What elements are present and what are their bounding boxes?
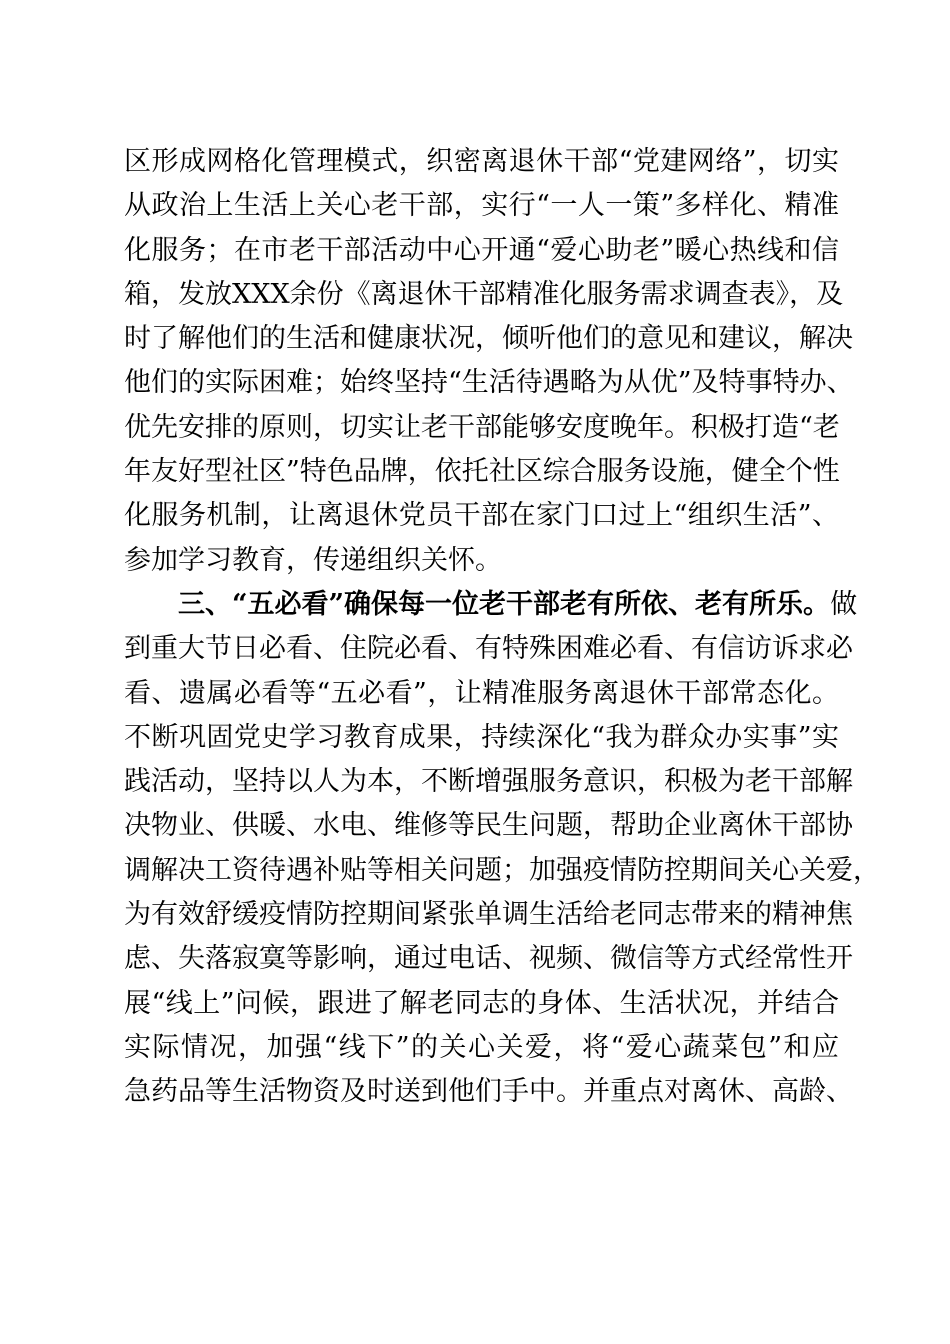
paragraph-line: 年友好型社区”特色品牌，依托社区综合服务设施，健全个性 — [124, 456, 840, 488]
heading-line-rest: 做 — [830, 588, 858, 620]
paragraph-line: 实际情况，加强“线下”的关心关爱，将“爱心蔬菜包”和应 — [124, 1031, 839, 1063]
paragraph-line: 化服务；在市老干部活动中心开通“爱心助老”暖心热线和信 — [124, 234, 839, 266]
section-heading-line — [124, 583, 858, 627]
paragraph-line: 他们的实际困难；始终坚持“生活待遇略为从优”及特事特办、 — [124, 367, 854, 399]
paragraph-line: 箱，发放XXX余份《离退休干部精准化服务需求调查表》，及 — [124, 278, 844, 310]
document-body — [124, 140, 880, 1115]
paragraph-line: 调解决工资待遇补贴等相关问题；加强疫情防控期间关心关爱， — [124, 854, 880, 886]
paragraph-line: 虑、失落寂寞等影响，通过电话、视频、微信等方式经常性开 — [124, 943, 853, 975]
paragraph-line: 时了解他们的生活和健康状况，倾听他们的意见和建议，解决 — [124, 323, 853, 355]
paragraph-line: 急药品等生活物资及时送到他们手中。并重点对离休、高龄、 — [124, 1076, 853, 1108]
paragraph-line: 不断巩固党史学习教育成果，持续深化“我为群众办实事”实 — [124, 721, 839, 753]
paragraph-line: 从政治上生活上关心老干部，实行“一人一策”多样化、精准 — [124, 190, 839, 222]
paragraph-line: 优先安排的原则，切实让老干部能够安度晚年。积极打造“老 — [124, 411, 840, 443]
section-heading: 三、“五必看”确保每一位老干部老有所依、老有所乐。 — [178, 588, 831, 620]
paragraph-line: 为有效舒缓疫情防控期间紧张单调生活给老同志带来的精神焦 — [124, 899, 853, 931]
paragraph-line: 展“线上”问候，跟进了解老同志的身体、生活状况，并结合 — [124, 987, 839, 1019]
paragraph-line: 区形成网格化管理模式，织密离退休干部“党建网络”，切实 — [124, 146, 839, 177]
paragraph-line: 化服务机制，让离退休党员干部在家门口过上“组织生活”、 — [124, 500, 839, 532]
paragraph-2 — [124, 583, 880, 1115]
paragraph-line: 决物业、供暖、水电、维修等民生问题，帮助企业离休干部协 — [124, 810, 853, 842]
paragraph-line: 到重大节日必看、住院必看、有特殊困难必看、有信访诉求必 — [124, 633, 853, 665]
paragraph-last-line: 参加学习教育，传递组织关怀。 — [124, 544, 502, 576]
paragraph-line: 看、遗属必看等“五必看”，让精准服务离退休干部常态化。 — [124, 677, 839, 709]
paragraph-1 — [124, 140, 854, 583]
paragraph-line: 践活动，坚持以人为本，不断增强服务意识，积极为老干部解 — [124, 766, 853, 798]
